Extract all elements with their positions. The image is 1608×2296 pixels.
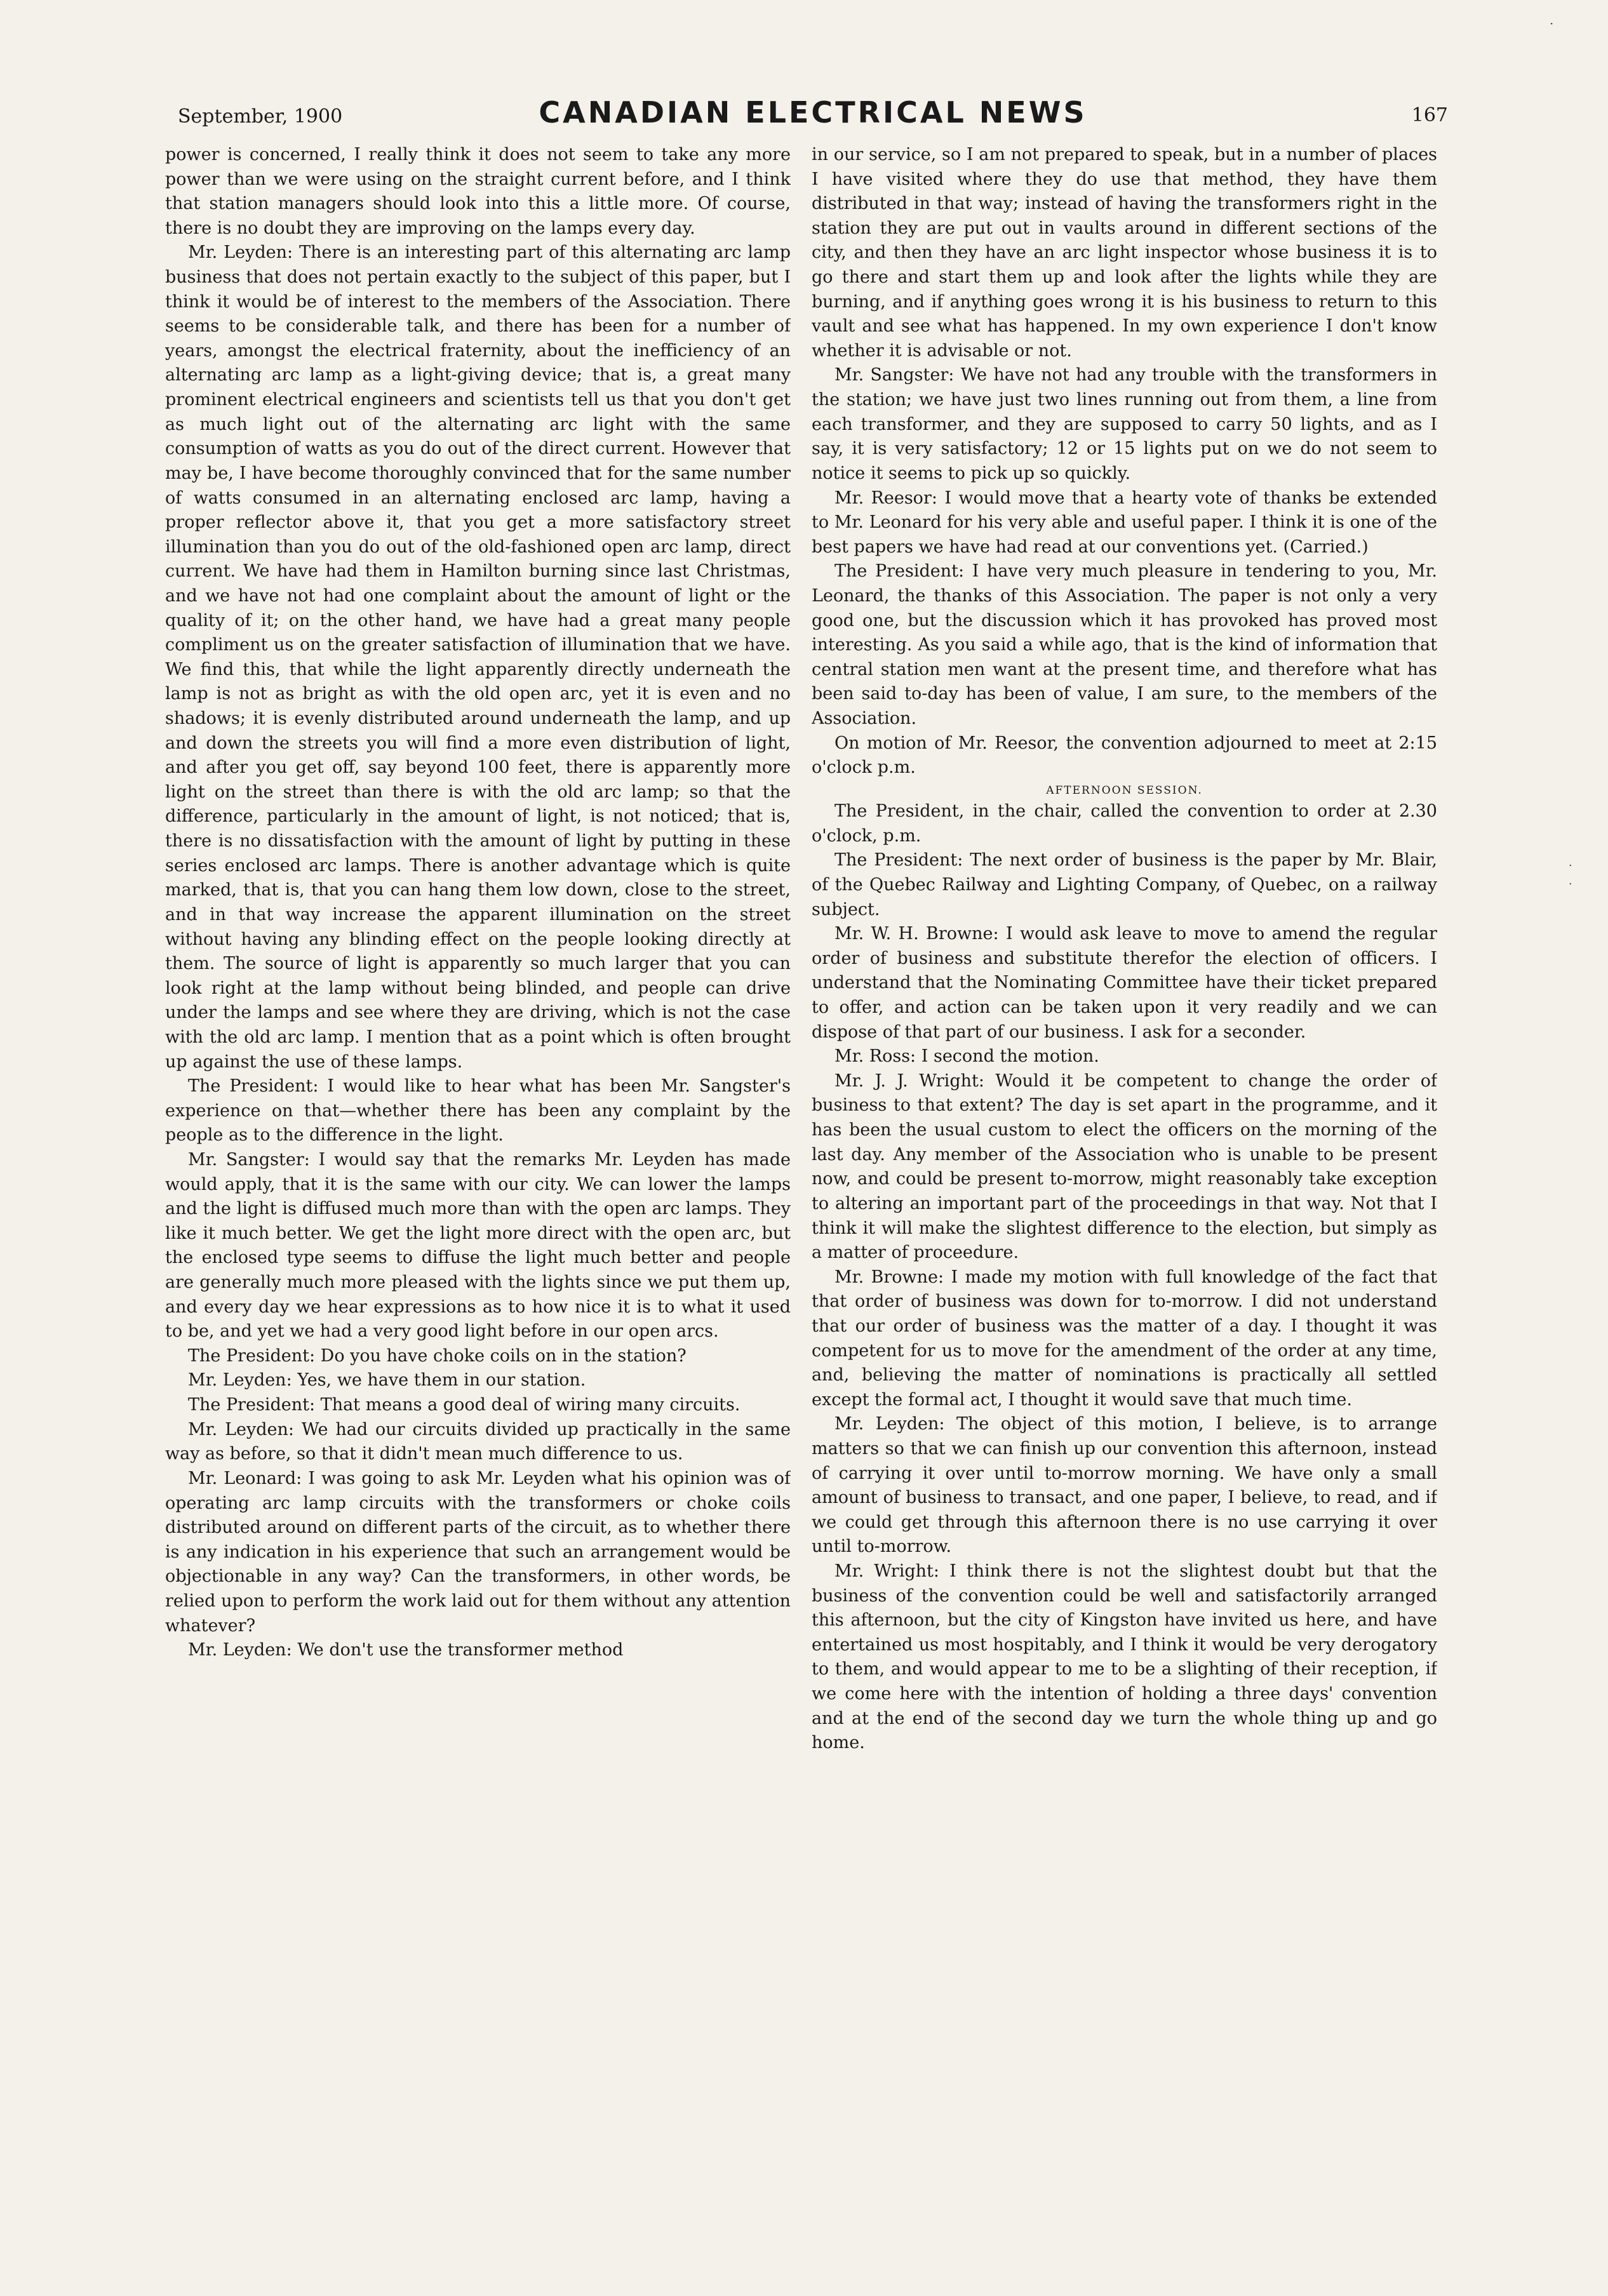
paragraph: The President, in the chair, called the convention to order at 2.30 o'clock, p.m. bbox=[812, 801, 1437, 846]
paragraph: The President: I would like to hear what has been Mr. Sangster's experience on that—whether there has been any complaint by the people as to the difference in the light. bbox=[165, 1076, 791, 1145]
page-number: 167 bbox=[1411, 104, 1448, 126]
paragraph: Mr. Leonard: I was going to ask Mr. Leyden what his opinion was of operating arc lamp circuits with the transformers or choke coils distributed around on different parts of the circuit, as to whether there is any indication in his experience that such an arrangement would be objectionable in any way? Can the transformers, in other words, be relied upon to perform the work laid out for them without any attention whatever? bbox=[165, 1468, 791, 1636]
left-column bbox=[165, 143, 791, 2270]
margin-mark: · bbox=[1550, 16, 1554, 31]
paragraph: Mr. Leyden: The object of this motion, I believe, is to arrange matters so that we can finish up our convention this afternoon, instead of carrying it over until to-morrow morning. We have only a small amount of business to transact, and one paper, I believe, to read, and if we could get through this afternoon there is no use carrying it over until to-morrow. bbox=[812, 1414, 1437, 1557]
paragraph: in our service, so I am not prepared to speak, but in a number of places I have visited where they do use that method, they have them distributed in that way; instead of having the transformers right in the station they are put out in vaults around in different sections of the city, and then they have an arc light inspector whose business it is to go there and start them up and look after the lights while they are burning, and if anything goes wrong it is his business to return to this vault and see what has happened. In my own experience I don't know whether it is advisable or not. bbox=[812, 145, 1437, 361]
paragraph: Mr. Leyden: There is an interesting part of this alternating arc lamp business that does not pertain exactly to the subject of this paper, but I think it would be of interest to the members of the Association. There seems to be considerable talk, and there has been for a number of years, amongst the electrical fraternity, about the inefficiency of an alternating arc lamp as a light-giving device; that is, a great many prominent electrical engineers and scientists tell us that you don't get as much light out of the alternating arc light with the same consumption of watts as you do out of the direct current. However that may be, I have become thoroughly convinced that for the same number of watts consumed in an alternating enclosed arc lamp, having a proper reflector above it, that you get a more satisfactory street illumination than you do out of the old-fashioned open arc lamp, direct current. We have had them in Hamilton burning since last Christmas, and we have not had one complaint about the amount of light or the quality of it; on the other hand, we have had a great many people compliment us on the greater satisfaction of illumination that we have. We find this, that while the light apparently directly underneath the lamp is not as bright as with the old open arc, yet it is even and no shadows; it is evenly distributed around underneath the lamp, and up and down the streets you will find a more even distribution of light, and after you get off, say beyond 100 feet, there is apparently more light on the street than there is with the old arc lamp; so that the difference, particularly in the amount of light, is not noticed; that is, there is no dissatisfaction with the amount of light by putting in these series enclosed arc lamps. There is another advantage which is quite marked, that is, that you can hang them low down, close to the street, and in that way increase the apparent illumination on the street without having any blinding effect on the people looking directly at them. The source of light is apparently so much larger that you can look right at the lamp without being blinded, and people can drive under the lamps and see where they are driving, which is not the case with the old arc lamp. I mention that as a point which is often brought up against the use of these lamps. bbox=[165, 243, 791, 1072]
margin-mark: · · bbox=[1569, 859, 1572, 891]
paragraph: Mr. W. H. Browne: I would ask leave to move to amend the regular order of business and substitute therefor the election of officers. I understand that the Nominating Committee have their ticket prepared to offer, and action can be taken upon it very readily and we can dispose of that part of our business. I ask for a seconder. bbox=[812, 924, 1437, 1042]
paragraph: Mr. Browne: I made my motion with full knowledge of the fact that that order of business was down for to-morrow. I did not understand that our order of business was the matter of a day. I thought it was competent for us to move for the amendment of the order at any time, and, believing the matter of nominations is practically all settled except the formal act, I thought it would save that much time. bbox=[812, 1267, 1437, 1410]
issue-date: September, 1900 bbox=[178, 105, 343, 128]
paragraph: Mr. Ross: I second the motion. bbox=[834, 1046, 1099, 1067]
paragraph: Mr. Wright: I think there is not the slightest doubt but that the business of the convention could be well and satisfactorily arranged this afternoon, but the city of Kingston have invited us here, and have entertained us most hospitably, and I think it would be very derogatory to them, and would appear to me to be a slighting of their reception, if we come here with the intention of holding a three days' convention and at the end of the second day we turn the whole thing up and go home. bbox=[812, 1561, 1437, 1753]
paragraph: Mr. Sangster: We have not had any trouble with the transformers in the station; we have just two lines running out from them, a line from each transformer, and they are supposed to carry 50 lights, and as I say, it is very satisfactory; 12 or 15 lights put on we do not seem to notice it seems to pick up so quickly. bbox=[812, 365, 1437, 483]
paragraph: The President: I have very much pleasure in tendering to you, Mr. Leonard, the thanks of this Association. The paper is not only a very good one, but the discussion which it has provoked has proved most interesting. As you said a while ago, that is the kind of information that central station men want at the present time, and therefore what has been said to-day has been of value, I am sure, to the members of the Association. bbox=[812, 561, 1437, 729]
paragraph: power is concerned, I really think it does not seem to take any more power than we were using on the straight current before, and I think that station managers should look into this a little more. Of course, there is no doubt they are improving on the lamps every day. bbox=[165, 145, 791, 238]
paragraph: The President: That means a good deal of wiring many circuits. bbox=[188, 1395, 740, 1415]
page-header bbox=[178, 95, 1448, 136]
publication-title: CANADIAN ELECTRICAL NEWS bbox=[539, 95, 1087, 130]
paragraph: Mr. Leyden: We don't use the transformer method bbox=[188, 1640, 624, 1660]
paragraph: On motion of Mr. Reesor, the convention adjourned to meet at 2:15 o'clock p.m. bbox=[812, 733, 1437, 778]
paragraph: Mr. Reesor: I would move that a hearty vote of thanks be extended to Mr. Leonard for his very able and useful paper. I think it is one of the best papers we have had read at our conventions yet. (Carried.) bbox=[812, 488, 1437, 557]
right-column bbox=[812, 143, 1437, 2270]
section-heading: AFTERNOON SESSION. bbox=[1046, 784, 1203, 797]
paragraph: The President: Do you have choke coils on in the station? bbox=[188, 1345, 687, 1366]
paragraph: The President: The next order of business is the paper by Mr. Blair, of the Quebec Railway and Lighting Company, of Quebec, on a railway subject. bbox=[812, 850, 1437, 919]
paragraph: Mr. Leyden: We had our circuits divided up practically in the same way as before, so that it didn't mean much difference to us. bbox=[165, 1419, 791, 1464]
paragraph: Mr. Leyden: Yes, we have them in our station. bbox=[188, 1370, 586, 1391]
paragraph: Mr. Sangster: I would say that the remarks Mr. Leyden has made would apply, that it is the same with our city. We can lower the lamps and the light is diffused much more than with the open arc lamps. They like it much better. We get the light more direct with the open arc, but the enclosed type seems to diffuse the light much better and people are generally much more pleased with the lights since we put them up, and every day we hear expressions as to how nice it is to what it used to be, and yet we had a very good light before in our open arcs. bbox=[165, 1149, 791, 1342]
paragraph: Mr. J. J. Wright: Would it be competent to change the order of business to that extent? The day is set apart in the programme, and it has been the usual custom to elect the officers on the morning of the last day. Any member of the Association who is unable to be present now, and could be present to-morrow, might reasonably take exception to altering an important part of the proceedings in that way. Not that I think it will make the slightest difference to the election, but simply as a matter of proceedure. bbox=[812, 1071, 1437, 1263]
